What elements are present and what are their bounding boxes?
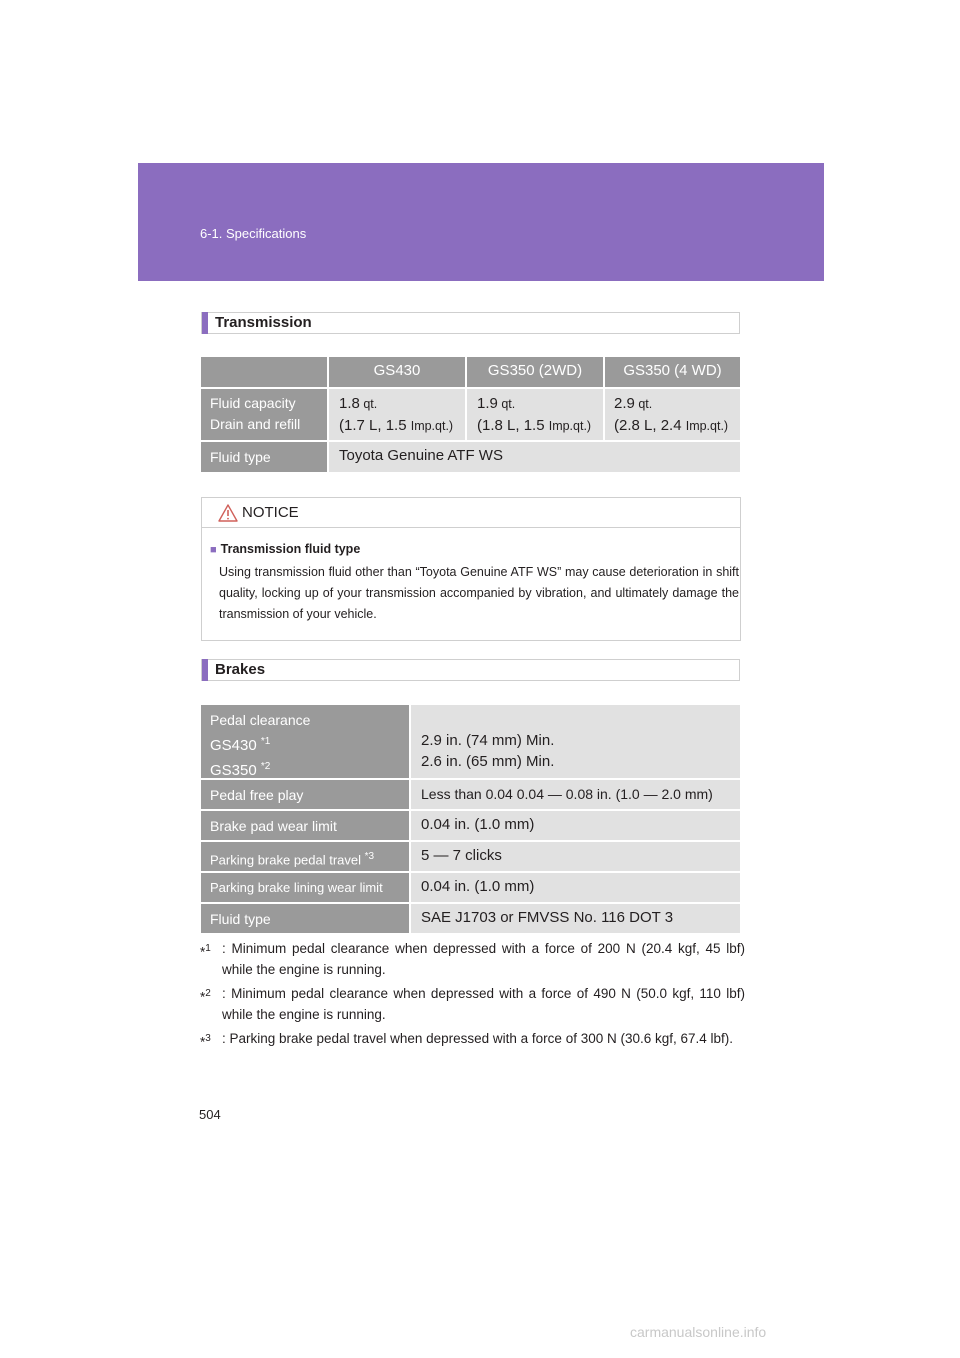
model-label: GS350 (210, 762, 261, 779)
value-main: 1.9 (477, 395, 498, 412)
label-line: Fluid capacity (210, 395, 296, 411)
value-sub: (1.7 L, 1.5 (339, 417, 411, 434)
table-row (201, 389, 740, 440)
lining-wear-value: 0.04 in. (1.0 mm) (411, 873, 740, 902)
value-sub-unit: Imp.qt.) (410, 419, 454, 433)
table-row (201, 705, 740, 778)
value-sub-unit: Imp.qt.) (548, 419, 592, 433)
footnote-text: : Minimum pedal clearance when depressed with a force of 200 N (20.4 kgf, 45 lbf) while the engine is running. (222, 941, 745, 977)
label-text: Parking brake pedal travel (210, 852, 365, 868)
fluid-capacity-label (201, 389, 327, 440)
header-band (138, 163, 824, 281)
section-label: 6-1. Specifications (200, 226, 307, 241)
col-gs350-4wd: GS350 (4 WD) (605, 357, 740, 387)
footnote-star: * (200, 944, 206, 960)
gs350-4wd-capacity (605, 389, 740, 440)
col-gs350-2wd: GS350 (2WD) (467, 357, 603, 387)
table-row (201, 780, 740, 809)
heading-accent (202, 312, 208, 334)
notice-subtitle (210, 542, 360, 556)
value-unit: qt. (359, 397, 378, 411)
footnote-text: : Parking brake pedal travel when depressed with a force of 300 N (30.6 kgf, 67.4 lbf). (222, 1031, 734, 1046)
label-line: Pedal clearance (210, 712, 311, 728)
value-sub: (2.8 L, 2.4 (614, 417, 686, 434)
footnote-1 (200, 938, 745, 980)
heading-accent (202, 659, 208, 681)
footnote-star: * (200, 989, 206, 1005)
footnote-mark: *2 (260, 761, 271, 772)
pedal-clearance-label (201, 705, 409, 778)
table-row (201, 842, 740, 871)
footnote-number: 3 (205, 1033, 211, 1044)
fluid-type-value: Toyota Genuine ATF WS (329, 442, 740, 472)
footnote-marker (200, 1028, 211, 1053)
header-blank-cell (201, 357, 327, 387)
warning-triangle-icon (218, 504, 238, 527)
footnote-marker (200, 938, 211, 963)
footnote-mark: *1 (260, 736, 271, 747)
table-row (201, 811, 740, 840)
footnote-text: : Minimum pedal clearance when depressed with a force of 490 N (50.0 kgf, 110 lbf) while the engine is running. (222, 986, 745, 1022)
label-line (210, 756, 409, 781)
table-row (201, 873, 740, 902)
value-main: 1.8 (339, 395, 360, 412)
table-header-row (201, 357, 740, 387)
pedal-clearance-value (411, 705, 740, 778)
notice-header (202, 498, 740, 528)
transmission-heading (201, 312, 740, 334)
value-line: 2.9 in. (74 mm) Min. (421, 732, 555, 749)
brake-fluid-type-value: SAE J1703 or FMVSS No. 116 DOT 3 (411, 904, 740, 933)
parking-travel-value: 5 — 7 clicks (411, 842, 740, 871)
pedal-free-play-label: Pedal free play (201, 780, 409, 809)
footnote-number: 1 (205, 943, 211, 954)
value-line: 2.6 in. (65 mm) Min. (421, 753, 555, 770)
brakes-heading-text: Brakes (215, 661, 266, 678)
pad-wear-value: 0.04 in. (1.0 mm) (411, 811, 740, 840)
footnote-number: 2 (205, 988, 211, 999)
footnote-mark: *3 (364, 851, 375, 862)
label-line (210, 731, 409, 756)
gs350-2wd-capacity (467, 389, 603, 440)
gs430-capacity (329, 389, 465, 440)
col-gs430: GS430 (329, 357, 465, 387)
notice-box (201, 497, 741, 641)
value-sub-unit: Imp.qt.) (685, 419, 729, 433)
table-row (201, 442, 740, 472)
footnote-3 (200, 1028, 745, 1049)
table-row (201, 904, 740, 933)
page-number: 504 (199, 1107, 221, 1122)
footnote-star: * (200, 1034, 206, 1050)
lining-wear-label: Parking brake lining wear limit (201, 873, 409, 902)
pedal-free-play-value: Less than 0.04 0.04 — 0.08 in. (1.0 — 2.0 mm) (411, 780, 740, 809)
model-label: GS430 (210, 737, 261, 754)
brakes-heading (201, 659, 740, 681)
notice-title: NOTICE (242, 504, 299, 521)
fluid-type-label: Fluid type (201, 442, 327, 472)
footnote-2 (200, 983, 745, 1025)
transmission-heading-text: Transmission (215, 314, 312, 331)
brake-fluid-type-label: Fluid type (201, 904, 409, 933)
bullet-square-icon: ■ (210, 544, 217, 556)
value-main: 2.9 (614, 395, 635, 412)
label-line: Drain and refill (210, 416, 301, 432)
parking-travel-label (201, 842, 409, 871)
watermark: carmanualsonline.info (630, 1324, 767, 1340)
value-unit: qt. (497, 397, 516, 411)
footnote-marker (200, 983, 211, 1008)
notice-subtitle-text: Transmission fluid type (220, 542, 361, 556)
notice-body: Using transmission fluid other than “Toyota Genuine ATF WS” may cause deterioration in shift quality, locking up of your transmission accompanied by vibration, and ultimately damage the transmission of your vehicle. (219, 565, 739, 621)
pad-wear-label: Brake pad wear limit (201, 811, 409, 840)
value-sub: (1.8 L, 1.5 (477, 417, 549, 434)
value-unit: qt. (634, 397, 653, 411)
